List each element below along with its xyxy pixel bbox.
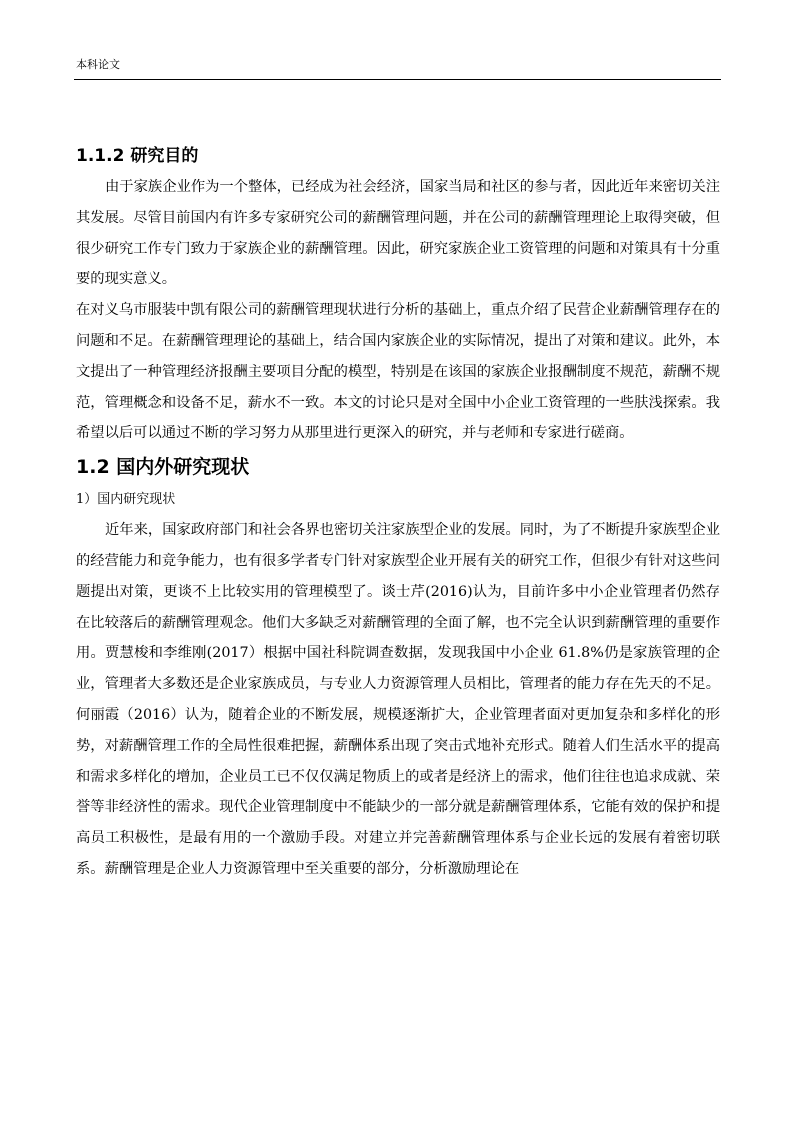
subsection-label-domestic: 1）国内研究现状 (76, 492, 176, 508)
running-header: 本科论文 (76, 58, 120, 71)
page-body (76, 140, 720, 885)
paragraph-domestic-research: 近年来，国家政府部门和社会各界也密切关注家族型企业的发展。同时，为了不断提升家族型企业的经营能力和竞争能力，也有很多学者专门针对家族型企业开展有关的研究工作，但很少有针对这些问题提出对策，更谈不上比较实用的管理模型了。谈士芹(2016)认为，目前许多中小企业管理者仍然存在比较落后的薪酬管理观念。他们大多缺乏对薪酬管理的全面了解，也不完全认识到薪酬管理的重要作用。贾慧梭和李维刚(2017）根据中国社科院调查数据，发现我国中小企业 61.8%仍是家族管理的企业，管理者大多数还是企业家族成员，与专业人力资源管理人员相比，管理者的能力存在先天的不足。何丽霞（2016）认为，随着企业的不断发展，规模逐渐扩大，企业管理者面对更加复杂和多样化的形势，对薪酬管理工作的全局性很难把握，薪酬体系出现了突击式地补充形式。随着人们生活水平的提高和需求多样化的增加，企业员工已不仅仅满足物质上的或者是经济上的需求，他们往往也追求成就、荣誉等非经济性的需求。现代企业管理制度中不能缺少的一部分就是薪酬管理体系，它能有效的保护和提高员工积极性，是最有用的一个激励手段。对建立并完善薪酬管理体系与企业长远的发展有着密切联系。薪酬管理是企业人力资源管理中至关重要的部分，分析激励理论在 (76, 522, 720, 877)
paragraph-research-purpose-2: 在对义乌市服装中凯有限公司的薪酬管理现状进行分析的基础上，重点介绍了民营企业薪酬管理存在的问题和不足。在薪酬管理理论的基础上，结合国内家族企业的实际情况，提出了对策和建议。此外，本文提出了一种管理经济报酬主要项目分配的模型，特别是在该国的家族企业报酬制度不规范，薪酬不规范，管理概念和设备不足，薪水不一致。本文的讨论只是对全国中小企业工资管理的一些肤浅探索。我希望以后可以通过不断的学习努力从那里进行更深入的研究，并与老师和专家进行磋商。 (76, 302, 720, 442)
heading-1-2: 1.2 国内外研究现状 (76, 456, 250, 479)
paragraph-research-purpose-1: 由于家族企业作为一个整体，已经成为社会经济，国家当局和社区的参与者，因此近年来密切关注其发展。尽管目前国内有许多专家研究公司的薪酬管理问题，并在公司的薪酬管理理论上取得突破，但很少研究工作专门致力于家族企业的薪酬管理。因此，研究家族企业工资管理的问题和对策具有十分重要的现实意义。 (76, 179, 720, 288)
heading-1-1-2: 1.1.2 研究目的 (76, 146, 199, 166)
header-divider (74, 79, 721, 80)
